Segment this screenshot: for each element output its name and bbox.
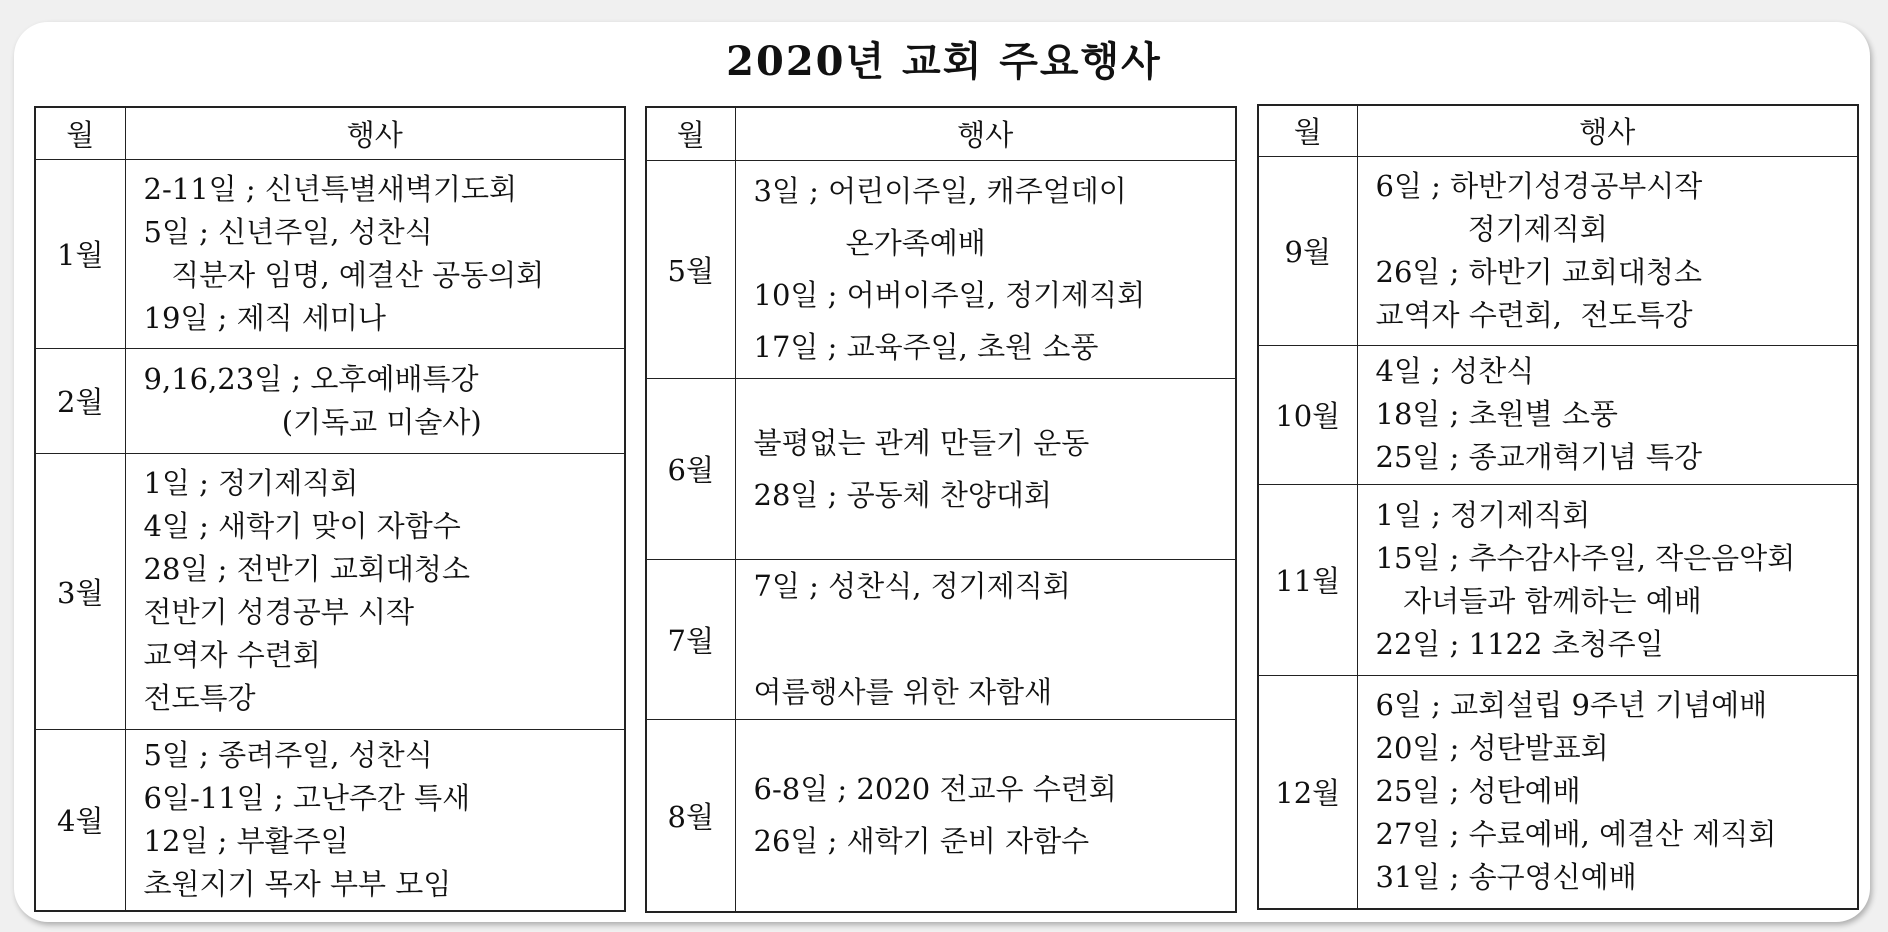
event-text: 불평없는 관계 만들기 운동 28일 ; 공동체 찬양대회 <box>753 425 1090 512</box>
month-cell: 9월 <box>1258 156 1357 345</box>
table-row <box>646 559 1236 719</box>
event-cell <box>125 348 625 453</box>
event-header: 행사 <box>1357 105 1858 156</box>
event-cell <box>125 453 625 729</box>
table-row <box>35 348 625 453</box>
table-row <box>1258 156 1858 345</box>
table-row <box>35 159 625 348</box>
table-row <box>1258 345 1858 484</box>
event-text: 3일 ; 어린이주일, 캐주얼데이 온가족예배 10일 ; 어버이주일, 정기제직회 17일 ; 교육주일, 초원 소풍 <box>753 174 1146 364</box>
month-cell: 8월 <box>646 719 735 912</box>
event-cell <box>125 159 625 348</box>
event-text: 6-8일 ; 2020 전교우 수련회 26일 ; 새학기 준비 자함수 <box>753 772 1117 859</box>
event-cell <box>1357 675 1858 909</box>
event-cell <box>735 719 1236 912</box>
month-cell: 12월 <box>1258 675 1357 909</box>
month-header: 월 <box>646 107 735 160</box>
month-cell: 7월 <box>646 559 735 719</box>
event-cell <box>735 378 1236 559</box>
table-row <box>1258 675 1858 909</box>
event-text: 7일 ; 성찬식, 정기제직회 여름행사를 위한 자함새 <box>753 568 1071 709</box>
event-cell <box>735 160 1236 378</box>
event-text: 5일 ; 종려주일, 성찬식 6일-11일 ; 고난주간 특새 12일 ; 부활주일 초원지기 목자 부부 모임 <box>143 737 471 901</box>
table-row <box>35 453 625 729</box>
event-text: 2-11일 ; 신년특별새벽기도회 5일 ; 신년주일, 성찬식 직분자 임명, 예결산 공동의회 19일 ; 제직 세미나 <box>143 171 545 335</box>
event-cell <box>1357 484 1858 675</box>
event-cell <box>1357 156 1858 345</box>
events-table-jan-apr <box>34 106 626 912</box>
event-header: 행사 <box>735 107 1236 160</box>
month-cell: 4월 <box>35 729 125 911</box>
event-cell <box>735 559 1236 719</box>
event-text: 9,16,23일 ; 오후예배특강 (기독교 미술사) <box>143 361 482 439</box>
table-header-row <box>1258 105 1858 156</box>
table-row <box>1258 484 1858 675</box>
table-row <box>646 160 1236 378</box>
table-row <box>646 719 1236 912</box>
month-cell: 6월 <box>646 378 735 559</box>
month-header: 월 <box>35 107 125 159</box>
event-text: 1일 ; 정기제직회 4일 ; 새학기 맞이 자함수 28일 ; 전반기 교회대청소 전반기 성경공부 시작 교역자 수련회 전도특강 <box>143 466 470 715</box>
month-cell: 3월 <box>35 453 125 729</box>
event-header: 행사 <box>125 107 625 159</box>
event-cell <box>1357 345 1858 484</box>
table-row <box>35 729 625 911</box>
table-header-row <box>35 107 625 159</box>
month-header: 월 <box>1258 105 1357 156</box>
month-cell: 1월 <box>35 159 125 348</box>
table-row <box>646 378 1236 559</box>
event-text: 6일 ; 교회설립 9주년 기념예배 20일 ; 성탄발표회 25일 ; 성탄예배 27일 ; 수료예배, 예결산 제직회 31일 ; 송구영신예배 <box>1375 688 1777 895</box>
table-header-row <box>646 107 1236 160</box>
month-cell: 11월 <box>1258 484 1357 675</box>
events-table-sep-dec <box>1257 104 1859 910</box>
event-text: 1일 ; 정기제직회 15일 ; 추수감사주일, 작은음악회 자녀들과 함께하는 예배 22일 ; 1122 초청주일 <box>1375 497 1796 661</box>
month-cell: 5월 <box>646 160 735 378</box>
page-title: 2020년 교회 주요행사 <box>726 38 1162 85</box>
event-text: 6일 ; 하반기성경공부시작 정기제직회 26일 ; 하반기 교회대청소 교역자 수련회, 전도특강 <box>1375 168 1703 332</box>
event-cell <box>125 729 625 911</box>
month-cell: 10월 <box>1258 345 1357 484</box>
month-cell: 2월 <box>35 348 125 453</box>
event-text: 4일 ; 성찬식 18일 ; 초원별 소풍 25일 ; 종교개혁기념 특강 <box>1375 354 1702 474</box>
events-table-may-aug <box>645 106 1237 913</box>
